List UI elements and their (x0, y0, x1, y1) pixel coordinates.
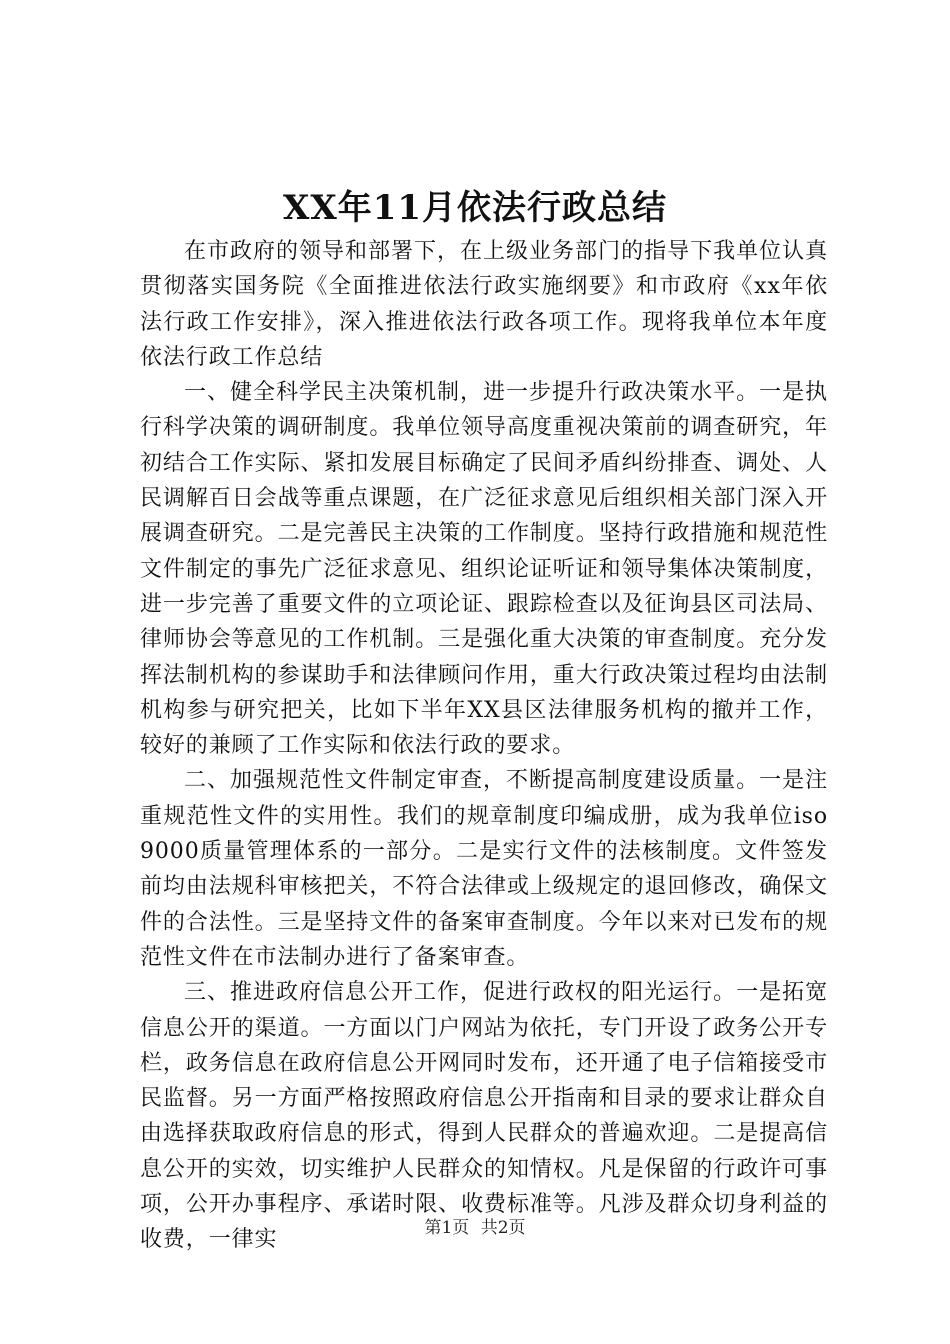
document-body (140, 234, 828, 1258)
page-total: 共2页 (480, 1218, 526, 1238)
document-title: XX年11月依法行政总结 (282, 188, 668, 228)
page-footer (0, 1216, 950, 1240)
paragraph-section-3: 三、推进政府信息公开工作，促进行政权的阳光运行。一是拓宽信息公开的渠道。一方面以门户网站为依托，专门开设了政务公开专栏，政务信息在政府信息公开网同时发布，还开通了电子信箱接受市民监督。另一方面严格按照政府信息公开指南和目录的要求让群众自由选择获取政府信息的形式，得到人民群众的普遍欢迎。二是提高信息公开的实效，切实维护人民群众的知情权。凡是保留的行政许可事项，公开办事程序、承诺时限、收费标准等。凡涉及群众切身利益的收费，一律实 (140, 980, 828, 1253)
page-number: 第1页 (424, 1218, 470, 1238)
paragraph-section-2: 二、加强规范性文件制定审查，不断提高制度建设质量。一是注重规范性文件的实用性。我们的规章制度印编成册，成为我单位iso9000质量管理体系的一部分。二是实行文件的法核制度。文件签发前均由法规科审核把关，不符合法律或上级规定的退回修改，确保文件的合法性。三是坚持文件的备案审查制度。今年以来对已发布的规范性文件在市法制办进行了备案审查。 (140, 768, 828, 970)
paragraph-section-1: 一、健全科学民主决策机制，进一步提升行政决策水平。一是执行科学决策的调研制度。我单位领导高度重视决策前的调查研究，年初结合工作实际、紧扣发展目标确定了民间矛盾纠纷排查、调处、人民调解百日会战等重点课题，在广泛征求意见后组织相关部门深入开展调查研究。二是完善民主决策的工作制度。坚持行政措施和规范性文件制定的事先广泛征求意见、组织论证听证和领导集体决策制度，进一步完善了重要文件的立项论证、跟踪检查以及征询县区司法局、律师协会等意见的工作机制。三是强化重大决策的审查制度。充分发挥法制机构的参谋助手和法律顾问作用，重大行政决策过程均由法制机构参与研究把关，比如下半年XX县区法律服务机构的撤并工作，较好的兼顾了工作实际和依法行政的要求。 (140, 380, 828, 759)
paragraph-intro: 在市政府的领导和部署下，在上级业务部门的指导下我单位认真贯彻落实国务院《全面推进依法行政实施纲要》和市政府《xx年依法行政工作安排》，深入推进依法行政各项工作。现将我单位本年度依法行政工作总结 (140, 239, 828, 370)
